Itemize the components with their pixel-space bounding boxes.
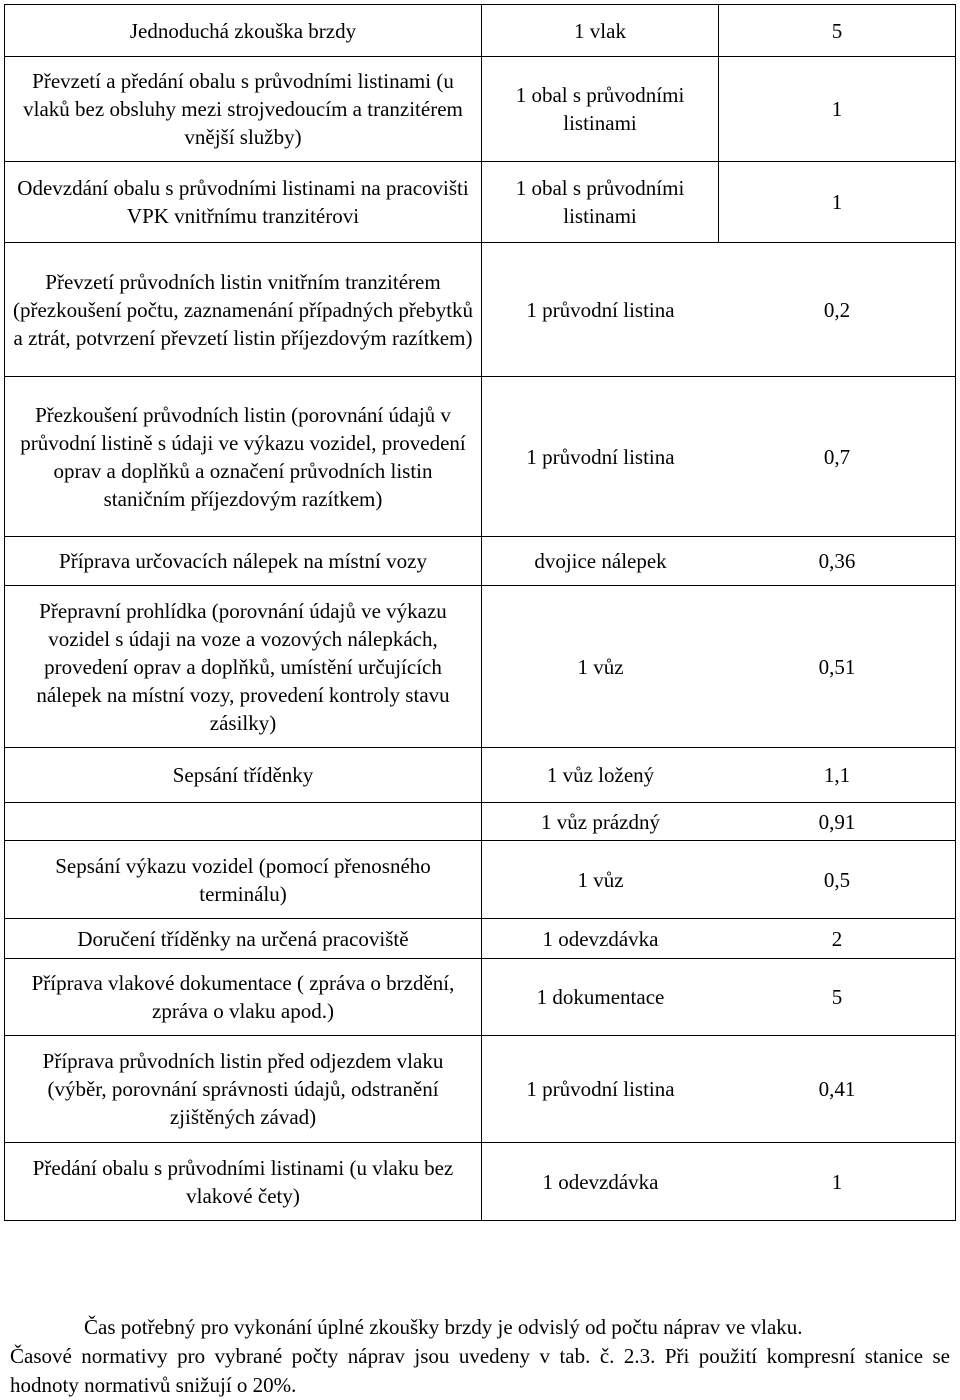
value-text: 0,7 — [823, 444, 851, 469]
table-row — [5, 1036, 956, 1143]
unit-text: 1 vůz prázdný — [541, 809, 660, 834]
unit-text: 1 průvodní listina — [526, 297, 675, 322]
value-cell: 1 — [719, 162, 956, 243]
value-text: 0,36 — [818, 549, 856, 573]
activity-cell: Odevzdání obalu s průvodními listinami na pracovišti VPK vnitřnímu tranzitérovi — [5, 162, 482, 243]
unit-value-cell — [482, 377, 956, 537]
table-row — [5, 841, 956, 919]
unit-value-cell — [482, 586, 956, 748]
activity-cell: Sepsání tříděnky — [5, 748, 482, 803]
unit-text: 1 průvodní listina — [526, 444, 675, 469]
unit-text: 1 vůz — [577, 867, 624, 892]
table-row — [5, 959, 956, 1036]
unit-text: 1 průvodní listina — [526, 1077, 675, 1101]
table-row — [5, 162, 956, 243]
unit-text: 1 vůz ložený — [546, 763, 655, 787]
value-text: 0,5 — [823, 867, 851, 892]
table-row — [5, 5, 956, 57]
table-row — [5, 919, 956, 959]
value-text: 0,51 — [818, 654, 856, 679]
activity-cell: Převzetí a předání obalu s průvodními listinami (u vlaků bez obsluhy mezi strojvedoucím a tranzitérem vnější služby) — [5, 57, 482, 162]
unit-text: 1 dokumentace — [536, 985, 665, 1009]
unit-value-cell — [482, 243, 956, 377]
unit-text: dvojice nálepek — [534, 549, 667, 573]
unit-value-cell — [482, 803, 956, 841]
table-row — [5, 377, 956, 537]
activity-cell: Jednoduchá zkouška brzdy — [5, 5, 482, 57]
table-row — [5, 803, 956, 841]
unit-cell: 1 obal s průvodními listinami — [482, 57, 719, 162]
value-cell: 1 — [719, 57, 956, 162]
value-text: 0,91 — [818, 809, 856, 834]
activity-cell: Převzetí průvodních listin vnitřním tranzitérem (přezkoušení počtu, zaznamenání případných přebytků a ztrát, potvrzení převzetí listin příjezdovým razítkem) — [5, 243, 482, 377]
normatives-table — [4, 4, 956, 1221]
activity-cell — [5, 803, 482, 841]
unit-value-cell — [482, 959, 956, 1036]
unit-text: 1 vůz — [577, 654, 624, 679]
footer-note — [10, 1313, 950, 1400]
unit-value-cell — [482, 1143, 956, 1221]
activity-cell: Přezkoušení průvodních listin (porovnání údajů v průvodní listině s údaji ve výkazu vozidel, provedení oprav a doplňků a označení průvodních listin staničním příjezdovým razítkem) — [5, 377, 482, 537]
unit-value-cell — [482, 841, 956, 919]
unit-value-cell — [482, 1036, 956, 1143]
value-text: 1,1 — [823, 763, 851, 787]
activity-cell: Příprava vlakové dokumentace ( zpráva o brzdění, zpráva o vlaku apod.) — [5, 959, 482, 1036]
table-row — [5, 586, 956, 748]
value-text: 0,2 — [823, 297, 851, 322]
table-row — [5, 748, 956, 803]
footer-line-1: Čas potřebný pro vykonání úplné zkoušky brzdy je odvislý od počtu náprav ve vlaku. — [84, 1315, 803, 1339]
unit-cell: 1 obal s průvodními listinami — [482, 162, 719, 243]
unit-cell: 1 vlak — [482, 5, 719, 57]
unit-text: 1 odevzdávka — [542, 926, 659, 951]
value-cell: 5 — [719, 5, 956, 57]
footer-line-2: Časové normativy pro vybrané počty náprav jsou uvedeny v tab. č. 2.3. Při použití kompresní stanice se hodnoty normativů snižují o 20%. — [10, 1344, 950, 1397]
table-row — [5, 537, 956, 586]
unit-text: 1 odevzdávka — [542, 1169, 659, 1194]
value-text: 1 — [831, 1169, 843, 1194]
activity-cell: Předání obalu s průvodními listinami (u vlaku bez vlakové čety) — [5, 1143, 482, 1221]
table-row — [5, 243, 956, 377]
value-text: 2 — [831, 926, 843, 951]
activity-cell: Příprava určovacích nálepek na místní vozy — [5, 537, 482, 586]
unit-value-cell — [482, 919, 956, 959]
table-row — [5, 1143, 956, 1221]
value-text: 0,41 — [818, 1077, 856, 1101]
activity-cell: Doručení tříděnky na určená pracoviště — [5, 919, 482, 959]
activity-cell: Příprava průvodních listin před odjezdem vlaku (výběr, porovnání správnosti údajů, odstranění zjištěných závad) — [5, 1036, 482, 1143]
unit-value-cell — [482, 748, 956, 803]
unit-value-cell — [482, 537, 956, 586]
value-text: 5 — [831, 985, 843, 1009]
activity-cell: Sepsání výkazu vozidel (pomocí přenosného terminálu) — [5, 841, 482, 919]
table-row — [5, 57, 956, 162]
activity-cell: Přepravní prohlídka (porovnání údajů ve výkazu vozidel s údaji na voze a vozových nálepkách, provedení oprav a doplňků, umístění určujících nálepek na místní vozy, provedení kontroly stavu zásilky) — [5, 586, 482, 748]
